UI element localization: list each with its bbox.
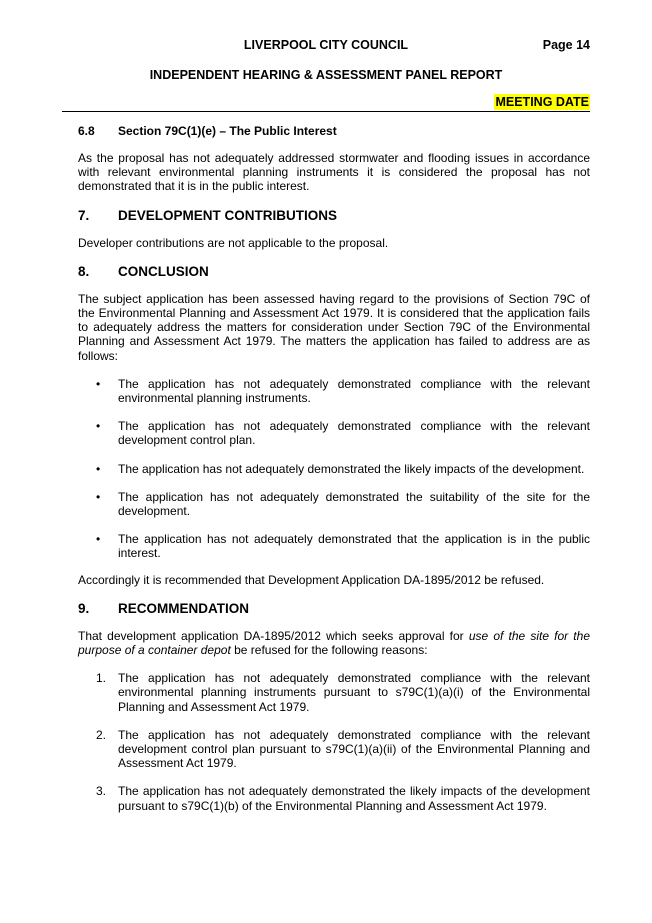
list-item	[78, 728, 590, 771]
conclusion-bullet-list	[78, 377, 590, 561]
list-item-text: The application has not adequately demonstrated compliance with the relevant environmental planning instruments.	[118, 376, 590, 406]
section-9-intro	[78, 629, 590, 657]
section-number: 7.	[78, 207, 90, 223]
council-name: LIVERPOOL CITY COUNCIL	[243, 38, 409, 52]
list-item	[78, 784, 590, 812]
section-title: Section 79C(1)(e) – The Public Interest	[118, 124, 337, 138]
list-item-text: The application has not adequately demonstrated compliance with the relevant environmental planning instruments pursuant to s79C(1)(a)(i) of the Environmental Planning and Assessment Act 1979.	[118, 671, 590, 714]
list-item	[78, 462, 590, 476]
section-8-intro: The subject application has been assessed having regard to the provisions of Section 79C of the Environmental Planning and Assessment Act 1979. It is considered that the application fails to adequately address the matters for consideration under Section 79C of the Environmental Planning and Assessment Act 1979. The matters the application has failed to address are as follows:	[78, 291, 590, 363]
list-item	[78, 377, 590, 405]
header-divider	[62, 111, 590, 112]
list-item	[78, 419, 590, 447]
list-item-text: The application has not adequately demonstrated that the application is in the public interest.	[118, 532, 590, 561]
list-item	[78, 671, 590, 714]
recommendation-reasons-list	[78, 671, 590, 813]
section-6-8-body: As the proposal has not adequately addressed stormwater and flooding issues in accordance with relevant environmental planning instruments it is considered the proposal has not demonstrated that it is in the public interest.	[78, 151, 590, 194]
bullet-icon: •	[96, 461, 101, 476]
section-number: 6.8	[78, 124, 95, 138]
section-title: DEVELOPMENT CONTRIBUTIONS	[118, 207, 338, 223]
list-number: 3.	[96, 784, 107, 799]
intro-italic-text: use of the site for the purpose of a container depot	[78, 628, 590, 658]
section-number: 8.	[78, 263, 90, 279]
intro-text: That development application DA-1895/2012 which seeks approval for	[78, 628, 469, 643]
intro-text-end: be refused for the following reasons:	[230, 643, 428, 658]
list-item-text: The application has not adequately demonstrated compliance with the relevant development control plan pursuant to s79C(1)(a)(ii) of the Environmental Planning and Assessment Act 1979.	[118, 727, 590, 771]
list-number: 1.	[96, 671, 107, 686]
list-number: 2.	[96, 727, 107, 742]
section-6-8-heading	[78, 124, 590, 139]
list-item	[78, 490, 590, 518]
list-item	[78, 532, 590, 560]
bullet-icon: •	[96, 376, 101, 391]
list-item-text: The application has not adequately demonstrated the suitability of the site for the development.	[118, 489, 590, 519]
list-item-text: The application has not adequately demonstrated compliance with the relevant development control plan.	[118, 419, 590, 448]
section-number: 9.	[78, 600, 90, 616]
document-body	[78, 124, 590, 813]
section-8-closing: Accordingly it is recommended that Development Application DA-1895/2012 be refused.	[78, 572, 545, 587]
list-item-text: The application has not adequately demonstrated the likely impacts of the development.	[118, 461, 585, 476]
section-7-heading	[78, 208, 590, 224]
section-title: RECOMMENDATION	[118, 600, 249, 616]
bullet-icon: •	[96, 532, 101, 547]
list-item-text: The application has not adequately demonstrated the likely impacts of the development pursuant to s79C(1)(b) of the Environmental Planning and Assessment Act 1979.	[118, 784, 590, 813]
section-8-heading	[78, 264, 590, 280]
meeting-date-highlight: MEETING DATE	[495, 95, 589, 109]
section-title: CONCLUSION	[118, 263, 209, 279]
report-title: INDEPENDENT HEARING & ASSESSMENT PANEL REPORT	[149, 68, 503, 82]
page-number: Page 14	[542, 38, 590, 52]
section-9-heading	[78, 601, 590, 617]
section-7-body: Developer contributions are not applicable to the proposal.	[78, 235, 389, 250]
bullet-icon: •	[96, 489, 101, 504]
bullet-icon: •	[96, 419, 101, 434]
